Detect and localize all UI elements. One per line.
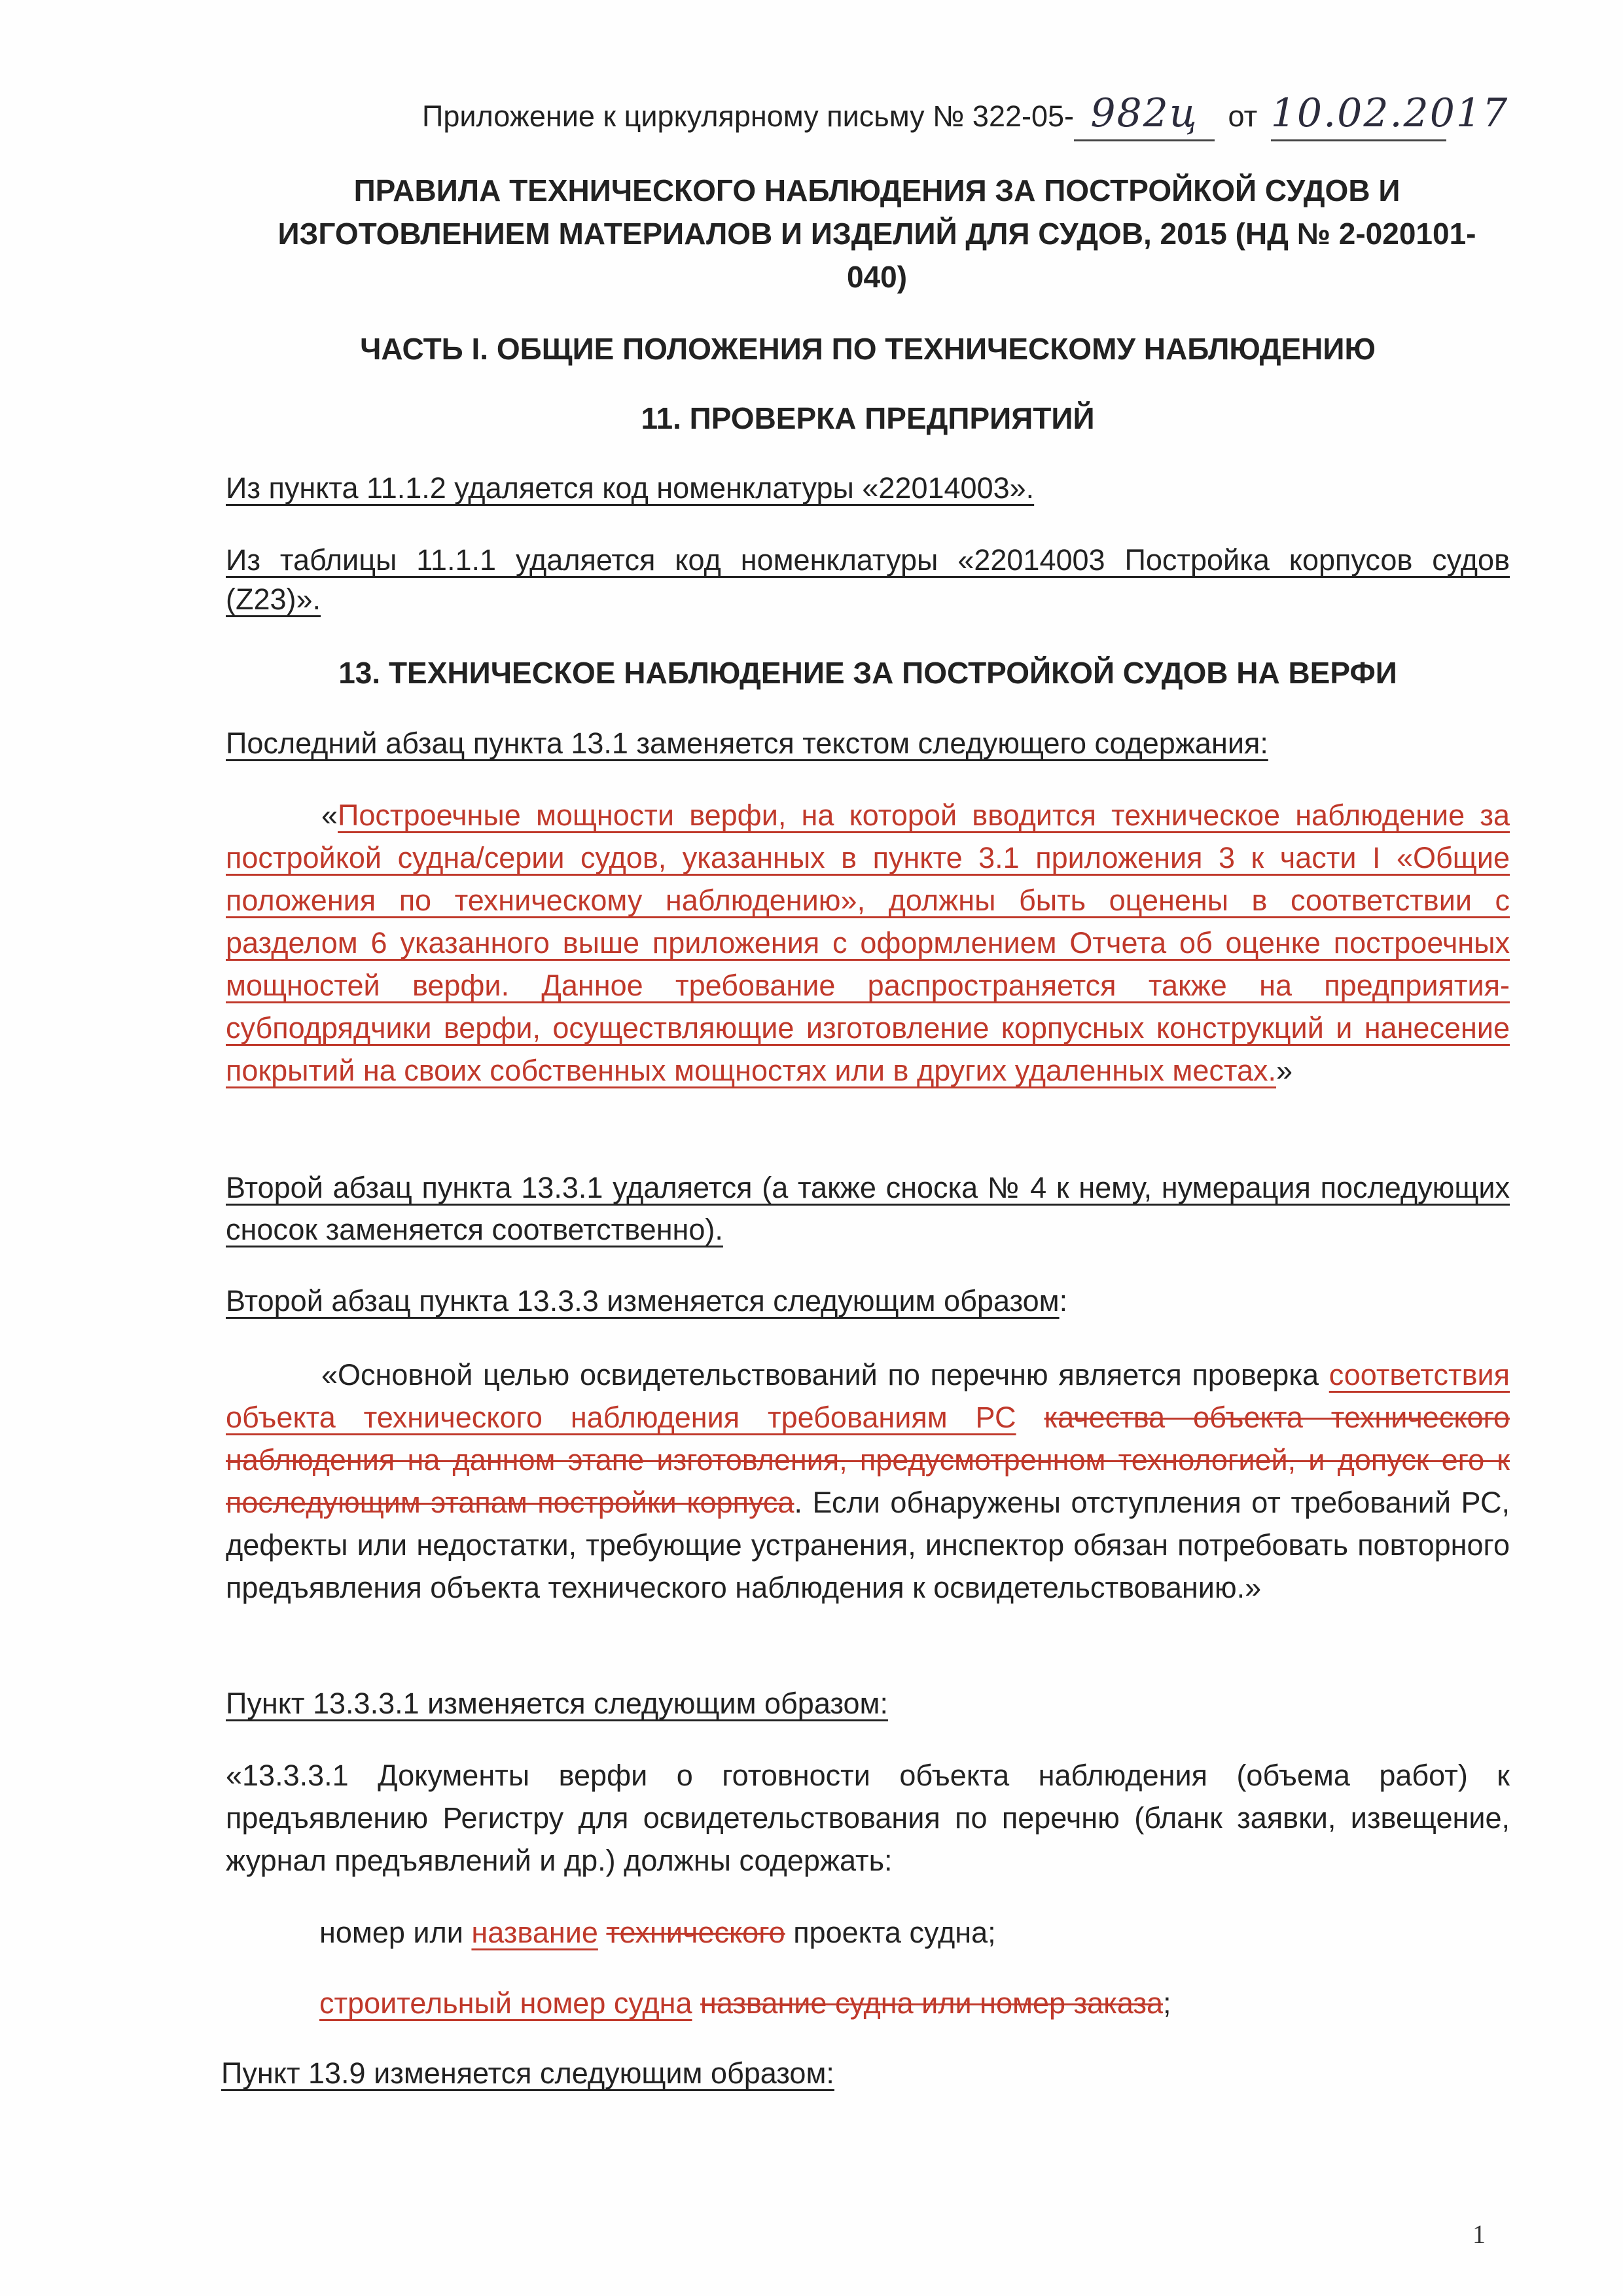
- list-item-1-deleted: технического: [606, 1916, 785, 1949]
- document-title: ПРАВИЛА ТЕХНИЧЕСКОГО НАБЛЮДЕНИЯ ЗА ПОСТРОЙКОЙ СУДОВ И ИЗГОТОВЛЕНИЕМ МАТЕРИАЛОВ И ИЗДЕЛИЙ ДЛЯ СУДОВ, 2015 (НД № 2-020101-040): [277, 173, 1476, 294]
- letter-date-handwritten: 10.02.2017: [1270, 90, 1509, 136]
- header-from: от: [1228, 99, 1258, 133]
- header-prefix: Приложение к циркулярному письму № 322-05-: [422, 99, 1075, 133]
- list-item-2: [319, 1982, 1510, 2025]
- intro-13-3-3-text: Второй абзац пункта 13.3.3 изменяется следующим образом: [226, 1284, 1060, 1318]
- page-number: 1: [1472, 2219, 1486, 2249]
- letter-date-slot: [1270, 90, 1509, 141]
- intro-13-9-text: Пункт 13.9 изменяется следующим образом:: [221, 2056, 834, 2090]
- intro-13-9: [221, 2052, 1505, 2095]
- quote-13-3-3-deleted-text: качества объекта технического наблюдения на данном этапе изготовления, предусмотренном технологией, и допуск его к последующим этапам постройки корпуса: [226, 1401, 1510, 1519]
- section-11-heading: 11. ПРОВЕРКА ПРЕДПРИЯТИЙ: [641, 401, 1095, 435]
- list-item-1: [319, 1911, 1510, 1954]
- quote-13-3-3: [226, 1354, 1510, 1609]
- section-11-item-2: [226, 541, 1510, 619]
- intro-13-3-3-1-text: Пункт 13.3.3.1 изменяется следующим образом:: [226, 1687, 888, 1720]
- list-item-1-end: проекта судна;: [793, 1916, 996, 1949]
- part-title: ЧАСТЬ I. ОБЩИЕ ПОЛОЖЕНИЯ ПО ТЕХНИЧЕСКОМУ НАБЛЮДЕНИЮ: [360, 332, 1376, 366]
- section-13-heading: 13. ТЕХНИЧЕСКОЕ НАБЛЮДЕНИЕ ЗА ПОСТРОЙКОЙ СУДОВ НА ВЕРФИ: [338, 656, 1397, 690]
- quote-13-3-3-inserted-text: соответствия объекта технического наблюдения требованиям РС: [226, 1358, 1510, 1434]
- intro-13-3-3-colon: :: [1059, 1284, 1068, 1318]
- list-item-1-start: номер или: [319, 1916, 463, 1949]
- quote-13-1: [226, 794, 1510, 1092]
- quote-13-1-open: «: [321, 798, 338, 832]
- para-13-3-1: [226, 1167, 1510, 1251]
- quote-13-3-3-end: . Если обнаружены отступления от требований РС, дефекты или недостатки, требующие устранения, инспектор обязан потребовать повторного предъявления объекта технического наблюдения к освидетельствованию.»: [226, 1486, 1510, 1604]
- quote-13-3-3-start: «Основной целью освидетельствований по перечню является проверка: [321, 1358, 1319, 1391]
- intro-13-3-3-1: [226, 1682, 1510, 1725]
- quote-13-1-close: »: [1276, 1054, 1293, 1087]
- section-11-item-1: [226, 467, 1510, 510]
- section-11-item-1-text: Из пункта 11.1.2 удаляется код номенклатуры «22014003».: [226, 471, 1035, 505]
- header-line: [422, 90, 1613, 141]
- list-item-2-end: ;: [1163, 1986, 1171, 2020]
- list-item-2-deleted: название судна или номер заказа: [700, 1986, 1164, 2020]
- letter-number-handwritten: 982ц: [1090, 90, 1198, 136]
- intro-13-1: [226, 722, 1510, 765]
- list-item-1-inserted: название: [471, 1916, 598, 1949]
- section-11-item-2-text: Из таблицы 11.1.1 удаляется код номенклатуры «22014003 Постройка корпусов судов (Z23)».: [226, 543, 1510, 616]
- quote-13-3-3-1: «13.3.3.1 Документы верфи о готовности объекта наблюдения (объема работ) к предъявлению Регистру для освидетельствования по перечню (бланк заявки, извещение, журнал предъявлений и др.) должны содержать:: [226, 1759, 1510, 1877]
- list-item-2-inserted: строительный номер судна: [319, 1986, 692, 2020]
- intro-13-1-text: Последний абзац пункта 13.1 заменяется текстом следующего содержания:: [226, 726, 1268, 760]
- letter-number-slot: [1074, 90, 1215, 141]
- quote-13-1-inserted-text: Построечные мощности верфи, на которой вводится техническое наблюдение за постройкой судна/серии судов, указанных в пункте 3.1 приложения 3 к части I «Общие положения по техническому наблюдению», должны быть оценены в соответствии с разделом 6 указанного выше приложения с оформлением Отчета об оценке построечных мощностей верфи. Данное требование распространяется также на предприятия-субподрядчики верфи, осуществляющие изготовление корпусных конструкций и нанесение покрытий на своих собственных мощностях или в других удаленных местах.: [226, 798, 1510, 1087]
- para-13-3-1-text: Второй абзац пункта 13.3.1 удаляется (а также сноска № 4 к нему, нумерация последующих сносок заменяется соответственно).: [226, 1171, 1510, 1246]
- intro-13-3-3: [226, 1280, 1510, 1323]
